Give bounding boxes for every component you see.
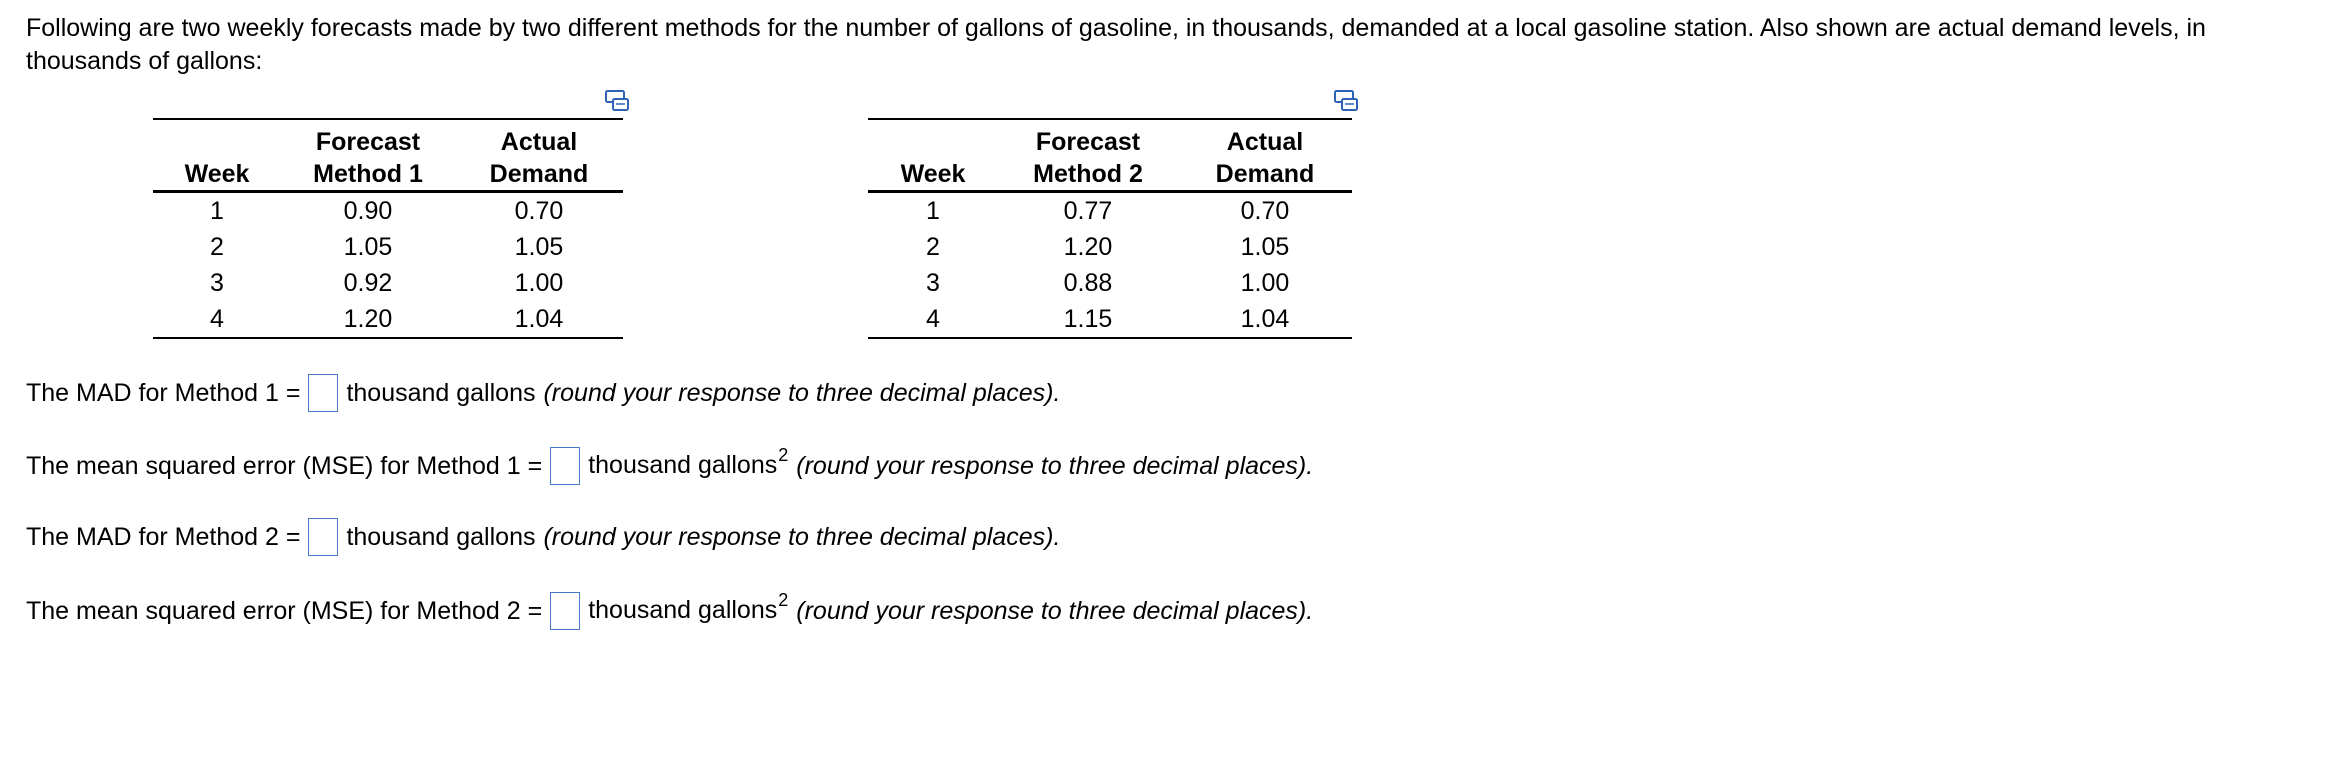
cell-forecast: 0.88 [1063,269,1113,297]
cell-actual: 0.70 [1240,197,1290,225]
cell-week: 1 [210,197,224,225]
cell-forecast: 1.20 [281,301,455,338]
cell-actual: 1.00 [1240,269,1290,297]
cell-week: 2 [926,233,940,261]
cell-week: 3 [210,269,224,297]
cell-forecast: 0.77 [1063,197,1113,225]
copy-to-spreadsheet-icon[interactable] [1334,90,1358,112]
col-header-forecast: Forecast Method 1 [313,128,423,188]
question-mad-method-1 [26,370,1060,416]
table-row [868,192,1352,230]
cell-week: 4 [868,301,998,338]
cell-forecast: 0.92 [343,269,393,297]
table-row [868,265,1352,301]
cell-actual: 1.04 [455,301,623,338]
unit-label: thousand gallons$^2$ [588,445,789,479]
cell-week: 4 [153,301,281,338]
copy-to-spreadsheet-icon[interactable] [605,90,629,112]
rounding-note: (round your response to three decimal places). [543,379,1061,407]
cell-forecast: 1.05 [343,233,393,261]
col-header-week: Week [900,160,966,188]
question-label: The mean squared error (MSE) for Method 2 = [26,597,543,625]
unit-exponent: 2 [778,445,789,465]
cell-week: 1 [926,197,940,225]
question-label: The MAD for Method 2 = [26,523,301,551]
cell-forecast: 1.20 [1063,233,1113,261]
table-header-row [868,119,1352,192]
col-header-actual: Actual Demand [489,128,589,188]
problem-statement: Following are two weekly forecasts made by two different methods for the number of gallons of gasoline, in thousands, demanded at a local gasoline station. Also shown are actual demand levels, in thousands of gallons: [26,14,2206,75]
cell-forecast: 1.15 [998,301,1178,338]
table-header-row [153,119,623,192]
answer-input-mse-method-2[interactable] [550,592,580,630]
question-mad-method-2 [26,514,1060,560]
forecast-table-method-1 [153,118,623,339]
rounding-note: (round your response to three decimal places). [543,523,1061,551]
cell-week: 2 [210,233,224,261]
rounding-note: (round your response to three decimal places). [796,452,1314,480]
table-row [153,229,623,265]
table-row [153,192,623,230]
question-mse-method-1 [26,443,1313,489]
rounding-note: (round your response to three decimal places). [796,597,1314,625]
col-header-forecast: Forecast Method 2 [1033,128,1143,188]
table-row [153,265,623,301]
table-row [868,229,1352,265]
cell-actual: 1.00 [514,269,564,297]
answer-input-mse-method-1[interactable] [550,447,580,485]
cell-actual: 1.05 [1240,233,1290,261]
unit-label: thousand gallons [346,523,536,551]
cell-actual: 0.70 [514,197,564,225]
cell-week: 3 [926,269,940,297]
col-header-week: Week [184,160,250,188]
answer-input-mad-method-1[interactable] [308,374,338,412]
cell-forecast: 0.90 [343,197,393,225]
cell-actual: 1.04 [1178,301,1352,338]
table-row [153,301,623,338]
unit-exponent: 2 [778,590,789,610]
question-label: The mean squared error (MSE) for Method 1 = [26,452,543,480]
table-row [868,301,1352,338]
unit-label: thousand gallons$^2$ [588,590,789,624]
answer-input-mad-method-2[interactable] [308,518,338,556]
col-header-actual: Actual Demand [1215,128,1315,188]
question-mse-method-2 [26,588,1313,634]
forecast-table-method-2 [868,118,1352,339]
cell-actual: 1.05 [514,233,564,261]
question-label: The MAD for Method 1 = [26,379,301,407]
unit-label: thousand gallons [346,379,536,407]
